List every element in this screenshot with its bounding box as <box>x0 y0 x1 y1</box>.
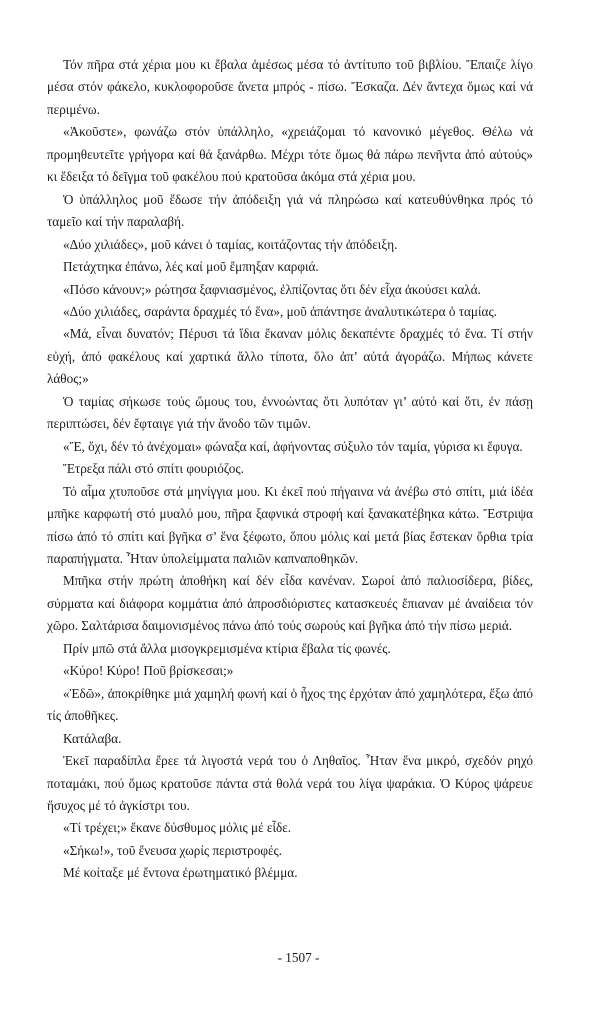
paragraph: Ὁ ὑπάλληλος μοῦ ἔδωσε τήν ἀπόδειξη γιά νά πληρώσω καί κατευθύνθηκα πρός τό ταμεῖο καί τήν παραλαβή. <box>47 191 533 230</box>
paragraph: Πρίν μπῶ στά ἄλλα μισογκρεμισμένα κτίρια ἔβαλα τίς φωνές. <box>63 640 391 656</box>
paragraph: «Δύο χιλιάδες», μοῦ κάνει ὁ ταμίας, κοιτάζοντας τήν ἀπόδειξη. <box>63 236 398 252</box>
paragraph: «Σήκω!», τοῦ ἔνευσα χωρίς περιστροφές. <box>63 842 283 858</box>
page-number: - 1507 - <box>277 950 320 965</box>
paragraph: Μέ κοίταξε μέ ἔντονα ἐρωτηματικό βλέμμα. <box>63 865 298 881</box>
paragraph: Κατάλαβα. <box>63 730 122 746</box>
paragraph: Πετάχτηκα ἐπάνω, λές καί μοῦ ἔμπηξαν καρφιά. <box>63 259 319 275</box>
paragraph: Τό αἷμα χτυποῦσε στά μηνίγγια μου. Κι ἐκεῖ πού πήγαινα νά ἀνέβω στό σπίτι, μιά ἰδέα μπῆκε καρφωτή στό μυαλό μου, πῆρα ξαφνικά στροφή καί ξανακατέβηκα κάτω. Ἔστριψα πίσω ἀπό τό σπίτι καί βγῆκα σ’ ἕνα ξέφωτο, ὅπου μόλις καί μετά βίας ἔστεκαν ὄρθια τρία παραπήγματα. Ἦταν ὑπολείμματα παλιῶν καπναποθηκῶν. <box>47 483 533 566</box>
paragraph: «Ἀκοῦστε», φωνάζω στόν ὑπάλληλο, «χρειάζομαι τό κανονικό μέγεθος. Θέλω νά προμηθευτεῖτε γρήγορα καί θά ξανάρθω. Μέχρι τότε ὅμως θά πάρω πενῆντα ἀπό αὐτούς» κι ἔδειξα τό δεῖγμα τοῦ φακέλου πού κρατοῦσα ἀκόμα στά χέρια μου. <box>47 124 533 185</box>
paragraph: Μπῆκα στήν πρώτη ἀποθήκη καί δέν εἶδα κανέναν. Σωροί ἀπό παλιοσίδερα, βίδες, σύρματα καί διάφορα κομμάτια ἀπό ἀπροσδιόριστες κατασκευές ἔπιαναν μέ ἀναίδεια τόν χῶρο. Σαλτάρισα δαιμονισμένος πάνω ἀπό τούς σωρούς καί βγῆκα ἀπό τήν πίσω μεριά. <box>47 573 533 634</box>
paragraph: «Δύο χιλιάδες, σαράντα δραχμές τό ἕνα», μοῦ ἀπάντησε ἀναλυτικώτερα ὁ ταμίας. <box>63 303 497 319</box>
paragraph: «Ἐδῶ», ἀποκρίθηκε μιά χαμηλή φωνή καί ὁ ἦχος της ἐρχόταν ἀπό χαμηλότερα, ἔξω ἀπό τίς ἀποθῆκες. <box>47 685 533 724</box>
paragraph: Ὁ ταμίας σήκωσε τούς ὤμους του, ἐννοώντας ὅτι λυπόταν γι’ αὐτό καί ὅτι, ἐν πάσῃ περιπτώσει, δέν ἔφταιγε γιά τήν ἄνοδο τῶν τιμῶν. <box>47 393 533 432</box>
paragraph: «Κύρο! Κύρο! Ποῦ βρίσκεσαι;» <box>63 663 234 679</box>
body-text <box>47 54 533 885</box>
paragraph: «Τί τρέχει;» ἔκανε δύσθυμος μόλις μέ εἶδε. <box>63 820 292 836</box>
paragraph: «Πόσο κάνουν;» ρώτησα ξαφνιασμένος, ἐλπίζοντας ὅτι δέν εἶχα ἀκούσει καλά. <box>63 281 481 297</box>
paragraph: Τόν πῆρα στά χέρια μου κι ἔβαλα ἀμέσως μέσα τό ἀντίτυπο τοῦ βιβλίου. Ἔπαιζε λίγο μέσα στόν φάκελο, κυκλοφοροῦσε ἄνετα μπρός - πίσω. Ἔσκαζα. Δέν ἄντεχα ὅμως καί νά περιμένω. <box>47 57 533 117</box>
paragraph: «Ἔ, ὄχι, δέν τό ἀνέχομαι» φώναξα καί, ἀφήνοντας σύξυλο τόν ταμία, γύρισα κι ἔφυγα. <box>63 438 523 454</box>
paragraph: «Μά, εἶναι δυνατόν; Πέρυσι τά ἴδια ἔκαναν μόλις δεκαπέντε δραχμές τό ἕνα. Τί στήν εὐχή, ἀπό φακέλους καί χαρτικά ἄλλο τίποτα, ὅλο ἀπ’ αὐτά ἀγοράζω. Μήπως κάνετε λάθος;» <box>47 326 533 387</box>
paragraph: Ἐκεῖ παραδίπλα ἔρεε τά λιγοστά νερά του ὁ Ληθαῖος. Ἦταν ἕνα μικρό, σχεδόν ρηχό ποταμάκι, πού ὅμως κρατοῦσε πάντα στά θολά νερά του λίγα ψαράκια. Ὁ Κύρος ψάρευε ἥσυχος μέ τό ἀγκίστρι του. <box>47 753 533 813</box>
paragraph: Ἔτρεξα πάλι στό σπίτι φουριόζος. <box>63 461 244 477</box>
